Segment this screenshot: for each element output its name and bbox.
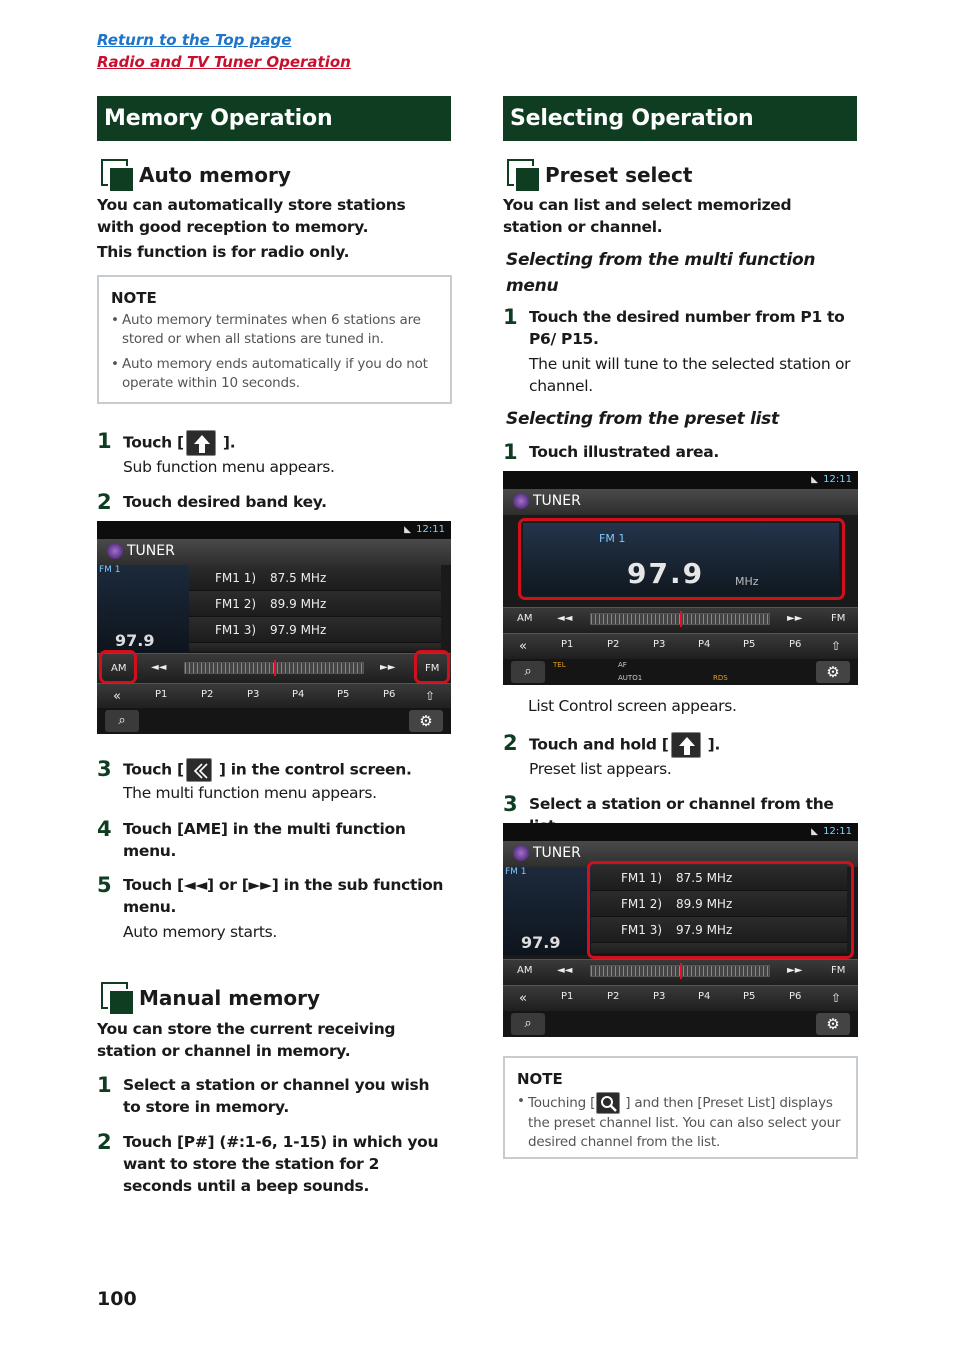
multi-function-icon[interactable]: «	[519, 639, 527, 654]
up-arrow-button-icon	[186, 430, 216, 456]
search-icon[interactable]: ⌕	[511, 661, 545, 683]
am-button[interactable]: AM	[517, 613, 533, 624]
gear-icon[interactable]: ⚙	[816, 661, 850, 683]
auto-step-5: 5 Touch [◄◄] or [►►] in the sub function menu. Auto memory starts.	[97, 873, 444, 941]
auto-memory-note	[97, 275, 452, 404]
preset-intro: You can list and select memorized station or channel.	[503, 196, 792, 236]
am-button[interactable]: AM	[111, 663, 127, 674]
fm-button[interactable]: FM	[831, 965, 846, 976]
gear-icon[interactable]: ⚙	[816, 1013, 850, 1035]
note-title: NOTE	[517, 1070, 563, 1088]
selecting-operation-header: Selecting Operation	[503, 96, 857, 141]
manual-step-2: 2 Touch [P#] (#:1-6, 1-15) in which you want to store the station for 2 seconds until a beep sounds.	[97, 1130, 439, 1195]
section-marker-icon	[101, 159, 133, 191]
tuner-screen-main: ◣ 12:11 TUNER FM 1 97.9 MHz AM ◄◄ ►► FM « P1 P2 P3 P4 P5 P6 ⇧ TEL AF AUTO1 RDS ⌕ ⚙	[503, 471, 858, 685]
auto-step-4: 4 Touch [AME] in the multi function menu.	[97, 817, 406, 860]
tuner-app-icon	[107, 543, 123, 559]
preset-list-heading: Selecting from the preset list	[506, 409, 779, 429]
top-page-link[interactable]: Return to the Top page	[97, 31, 292, 49]
search-button-icon	[596, 1092, 620, 1114]
tuner-app-icon	[513, 845, 529, 861]
wifi-icon: ◣	[811, 475, 818, 485]
manual-intro: You can store the current receiving station or channel in memory.	[97, 1020, 396, 1060]
auto-step-2: 2 Touch desired band key.	[97, 490, 327, 514]
auto-intro: You can automatically store stations with good reception to memory.	[97, 196, 406, 236]
note-title: NOTE	[111, 289, 157, 307]
seek-back-icon[interactable]: ◄◄	[151, 662, 167, 673]
note-item: • Touching [ ] and then [Preset List] displays the preset channel list. You can also select your desired channel from the list.	[517, 1092, 844, 1152]
auto-step-3: 3 Touch [ ] in the control screen. The multi function menu appears.	[97, 757, 412, 802]
am-button[interactable]: AM	[517, 965, 533, 976]
seek-forward-icon[interactable]: ►►	[787, 613, 803, 624]
multi-function-heading: Selecting from the multi function menu	[506, 250, 816, 296]
list-step-3: 3 Select a station or channel from the	[503, 792, 834, 816]
gear-icon[interactable]: ⚙	[409, 710, 443, 732]
multi-step-1: 1 Touch the desired number from P1 to P6/ P15. The unit will tune to the selected station or channel.	[503, 305, 851, 395]
auto-radio-only: This function is for radio only.	[97, 243, 350, 261]
section-marker-icon	[101, 982, 133, 1014]
section-marker-icon	[507, 159, 539, 191]
auto-step-1: 1 Touch [ ]. Sub function menu appears.	[97, 429, 335, 476]
tuner-app-icon	[513, 493, 529, 509]
manual-memory-heading: Manual memory	[97, 981, 320, 1015]
auto-memory-heading: Auto memory	[97, 158, 291, 192]
up-arrow-icon[interactable]: ⇧	[425, 689, 436, 703]
list-step-2: 2 Touch and hold [ ]. Preset list appears.	[503, 731, 721, 778]
seek-forward-icon[interactable]: ►►	[787, 965, 803, 976]
fm-button[interactable]: FM	[831, 613, 846, 624]
tuner-screen-band: ◣ 12:11 TUNER FM 1 97.9 FM1 1) 87.5 MHz FM1 2) 89.9 MHz FM1 3) 97.9 MHz AM ◄◄ ►► FM « P1 P2 P3 P4 P5 P6 ⇧ ⌕ ⚙	[97, 521, 451, 734]
preset-note	[503, 1056, 858, 1159]
seek-forward-icon[interactable]: ►►	[380, 662, 396, 673]
manual-step-1: 1 Select a station or channel you wish to store in memory.	[97, 1073, 430, 1116]
fm-button[interactable]: FM	[425, 663, 440, 674]
double-chevron-left-icon	[186, 758, 212, 782]
page-number: 100	[97, 1288, 137, 1310]
multi-function-icon[interactable]: «	[113, 689, 121, 704]
tuner-screen-preset-list: ◣ 12:11 TUNER FM 1 97.9 FM1 1) 87.5 MHz FM1 2) 89.9 MHz FM1 3) 97.9 MHz AM ◄◄ ►► FM « P1 P2 P3 P4 P5 P6 ⇧ ⌕ ⚙	[503, 823, 858, 1037]
memory-operation-header: Memory Operation	[97, 96, 451, 141]
preset-select-heading: Preset select	[503, 158, 692, 192]
up-arrow-icon[interactable]: ⇧	[831, 639, 842, 653]
search-icon[interactable]: ⌕	[511, 1013, 545, 1035]
wifi-icon: ◣	[811, 827, 818, 837]
multi-function-icon[interactable]: «	[519, 991, 527, 1006]
up-arrow-button-icon	[671, 732, 701, 758]
search-icon[interactable]: ⌕	[105, 710, 139, 732]
note-item: • Auto memory ends automatically if you do not operate within 10 seconds.	[111, 355, 438, 393]
list-step-1: 1 Touch illustrated area.	[503, 440, 720, 464]
wifi-icon: ◣	[404, 525, 411, 535]
up-arrow-icon[interactable]: ⇧	[831, 991, 842, 1005]
note-item: • Auto memory terminates when 6 stations are stored or when all stations are tuned in.	[111, 311, 438, 349]
seek-back-icon[interactable]: ◄◄	[557, 613, 573, 624]
seek-back-icon[interactable]: ◄◄	[557, 965, 573, 976]
list-control-appears: List Control screen appears.	[528, 697, 737, 715]
section-link[interactable]: Radio and TV Tuner Operation	[97, 53, 351, 71]
